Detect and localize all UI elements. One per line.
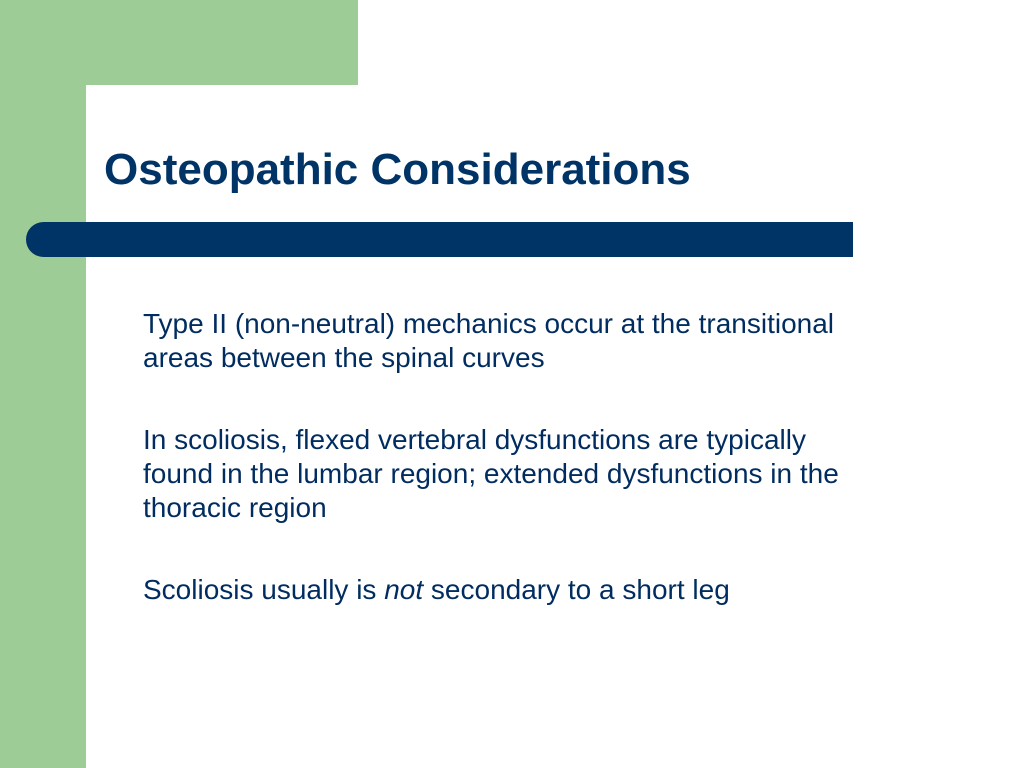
green-side-band [0,0,86,768]
bullet-text: secondary to a short leg [423,574,730,605]
bullet-text: Scoliosis usually is [143,574,385,605]
bullet-emphasis: not [384,574,424,605]
green-top-band [0,0,358,85]
bullet-item: In scoliosis, flexed vertebral dysfunctions are typically found in the lumbar region; extended dysfunctions in the thoracic region [143,424,839,523]
bullet-item [143,573,883,607]
title-underline-bar [26,222,853,257]
slide-title: Osteopathic Considerations [104,145,691,194]
bullet-list [143,307,883,655]
bullet-item: Type II (non-neutral) mechanics occur at the transitional areas between the spinal curves [143,308,835,373]
